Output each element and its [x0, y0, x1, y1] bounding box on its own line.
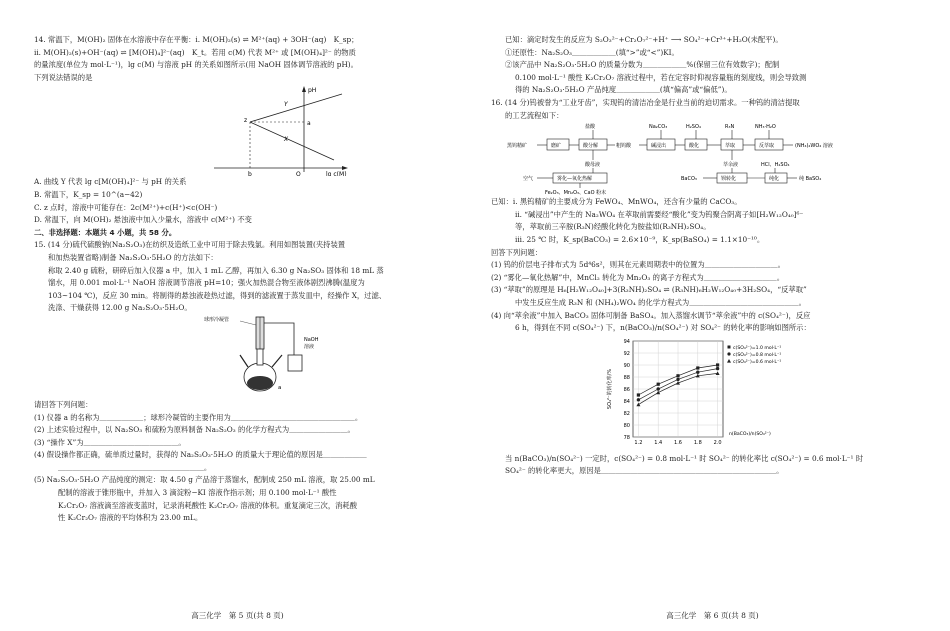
flow-node-strip: 反萃取	[759, 143, 775, 150]
curve-y	[250, 94, 342, 122]
q15-sub4-cont: ＿＿＿＿＿＿＿＿＿＿＿＿＿＿＿＿＿＿＿＿。	[58, 462, 212, 472]
flow-node-extract: 萃取	[725, 143, 736, 150]
q14-line2: ii. M(OH)₂(s)+OH⁻(aq) ⇌ [M(OH)₄]²⁻(aq) K_t。若用 c(M) 代表 M²⁺ 或 [M(OH)₄]²⁻ 的物质	[34, 47, 356, 57]
chart-point-circle	[696, 370, 699, 373]
section2-heading: 二、非选择题：本题共 4 小题，共 58 分。	[34, 227, 177, 237]
chart-ytick-label: 92	[623, 350, 630, 357]
right-page-footer: 高三化学 第 6 页(共 8 页)	[666, 611, 759, 621]
q14-option-b: B. 常温下，K_sp = 10^(a−42)	[34, 189, 143, 199]
q14-line1: 14. 常温下，M(OH)₂ 固体在水溶液中存在平衡：i. M(OH)₂(s) ⇌ M²⁺(aq) + 3OH⁻(aq) K_sp；	[34, 35, 359, 44]
q16-sub2: (2) “雾化—氧化热解”中，MnCl₂ 转化为 Mn₂O₃ 的离子方程式为＿＿＿＿＿＿＿＿＿＿。	[491, 272, 784, 282]
flow-reagent-acids: HCl、H₂SO₄	[761, 162, 790, 169]
chart-point-circle	[716, 367, 719, 370]
flask-label-a: a	[278, 384, 282, 391]
chart-legend-label: c(SO₄²⁻)=1.0 mol·L⁻¹	[733, 345, 782, 351]
flow-node-baso4: 纯 BaSO₄	[799, 176, 822, 183]
chart-xtick-label: 1.4	[654, 439, 663, 446]
flow-node-ba-convert: 钡转化	[721, 176, 737, 183]
q15-sub5-cont1: 配制的溶液于锥形瓶中，并加入 3 滴淀粉−KI 溶液作指示剂；用 0.100 mol·L⁻¹ 酸性	[58, 488, 337, 498]
flow-reagent-r3n: R₃N	[725, 124, 735, 131]
graph-x-label: lg c(M)	[326, 171, 347, 177]
q14-line4: 下列说法错误的是	[34, 72, 93, 82]
q14-option-d: D. 常温下，向 M(OH)₂ 悬浊液中加入少量水，溶液中 c(M²⁺) 不变	[34, 215, 252, 225]
naoh-label: NaOH	[304, 336, 319, 343]
q15-sub1: (1) 仪器 a 的名称为＿＿＿＿＿＿；球形冷凝管的主要作用为＿＿＿＿＿＿＿＿＿＿＿＿＿＿＿＿＿。	[34, 412, 363, 422]
q14-option-c: C. z 点时，溶液中可能存在：2c(M²⁺)+c(H⁺)<c(OH⁻)	[34, 202, 218, 212]
q15-part2-cont2: 得的 Na₂S₂O₃·5H₂O 产品纯度＿＿＿＿＿＿(填“偏高”或“偏低”)。	[515, 85, 732, 95]
conversion-chart	[601, 335, 861, 453]
q15-known: 已知：滴定时发生的反应为 S₂O₃²⁻+Cr₂O₇²⁻+H⁺ ⟶ SO₄²⁻+Cr³⁺+H₂O(未配平)。	[505, 35, 783, 44]
tube-to-naoh	[264, 323, 294, 355]
chart-ytick-label: 94	[623, 338, 630, 345]
q14-graph	[184, 84, 444, 176]
graph-y-label: pH	[308, 87, 317, 95]
flow-node-mother-liquor: 酸母液	[585, 162, 601, 169]
chart-ytick-label: 90	[623, 362, 630, 369]
q15-sub5-cont3: 性 K₂Cr₂O₇ 溶液的平均体积为 23.00 mL。	[58, 513, 203, 523]
curve-x	[250, 122, 334, 160]
chart-legend-label: c(SO₄²⁻)=0.6 mol·L⁻¹	[733, 359, 782, 365]
chart-point-circle	[676, 377, 679, 380]
graph-curve-y-label: Y	[284, 101, 288, 109]
q15-ask: 请回答下列问题：	[34, 399, 93, 409]
flask-neck	[257, 347, 263, 365]
chart-point-square	[696, 366, 699, 369]
flow-node-ore: 黑钨精矿	[507, 143, 528, 150]
chart-x-axis-label: n(BaCO₃)/n(SO₄²⁻)	[729, 431, 771, 437]
naoh-beaker	[288, 355, 302, 371]
flow-node-purify: 纯化	[769, 176, 780, 183]
q16-line2: 的工艺流程如下：	[505, 110, 564, 120]
q15-line5: 103~104 ℃)，反应 30 min。将制得的悬浊液趁热过滤，得到的滤液置于蒸发皿中，经操作 X，过滤、	[48, 290, 387, 300]
flow-node-product: (NH₄)₂WO₄ 溶液	[795, 143, 833, 150]
chart-point-circle	[637, 398, 640, 401]
q15-part2-cont1: 0.100 mol·L⁻¹ 酸性 K₂Cr₂O₇ 溶液过程中，若在定容时仰视容量瓶的刻度线，则会导致测	[515, 72, 807, 82]
chart-legend-marker	[728, 345, 731, 348]
chart-legend-label: c(SO₄²⁻)=0.8 mol·L⁻¹	[733, 352, 782, 358]
q16-known1: 已知：i. 黑钨精矿的主要成分为 FeWO₄、MnWO₄，还含有少量的 CaCO₃。	[491, 197, 742, 207]
q16-sub3-cont: 中发生反应生成 R₃N 和 (NH₄)₂WO₄ 的化学方程式为＿＿＿＿＿＿＿＿＿＿＿＿＿＿＿。	[515, 297, 806, 307]
flow-reagent-hcl: 盐酸	[585, 124, 596, 131]
q16-sub4: (4) 向“萃余液”中加入 BaCO₃ 固体可制备 BaSO₄。加入蒸馏水调节“萃余液”中的 c(SO₄²⁻)，反应	[491, 310, 811, 320]
graph-x-arrow	[342, 166, 348, 170]
q16-sub1: (1) 钨的价层电子排布式为 5d⁴6s²，则其在元素周期表中的位置为＿＿＿＿＿＿＿＿＿＿。	[491, 260, 785, 270]
chart-ytick-label: 88	[623, 374, 630, 381]
chart-xtick-label: 1.2	[634, 439, 643, 446]
flow-node-leach: 碱浸出	[651, 143, 667, 150]
chart-ytick-label: 84	[623, 398, 630, 405]
naoh-label-2: 溶液	[304, 343, 315, 350]
q15-sub4: (4) 假设操作都正确，硫单质过量时，获得的 Na₂S₂O₃·5H₂O 的质量大于理论值的原因是＿＿＿＿＿＿	[34, 450, 367, 460]
q16-sub4-reason: SO₄²⁻ 的转化率更大，原因是＿＿＿＿＿＿＿＿＿＿＿＿＿＿＿＿＿＿＿＿＿＿＿＿。	[505, 466, 784, 476]
chart-xtick-label: 1.6	[674, 439, 682, 446]
chart-point-square	[657, 382, 660, 385]
chart-y-axis-label: SO₄²⁻的转化率/%	[607, 368, 613, 409]
chart-legend-marker	[727, 352, 730, 355]
q15-sub3: (3) “操作 X”为＿＿＿＿＿＿＿＿＿＿＿＿＿。	[34, 437, 186, 447]
chart-legend-marker	[727, 359, 731, 363]
flow-node-raffinate: 萃余液	[723, 162, 739, 169]
flow-node-powder: Fe₂O₃、Mn₂O₃、CaO 粉末	[545, 190, 607, 197]
q15-line2: 和加热装置省略)制备 Na₂S₂O₃·5H₂O 的方法如下：	[48, 252, 218, 262]
chart-ytick-label: 78	[623, 434, 630, 441]
q15-part2: ②该产品中 Na₂S₂O₃·5H₂O 的质量分数为＿＿＿＿＿＿%(保留三位有效数字)；配制	[505, 60, 780, 70]
q16-known2-cont: 等，萃取前三辛胺(R₃N)经酸化转化为胺盐如(R₃NH)₂SO₄。	[515, 222, 711, 232]
q15-line1: 15. (14 分)硫代硫酸钠(Na₂S₂O₃)在纺织及造纸工业中可用于除去残氯。利用如图装置(夹持装置	[34, 240, 346, 250]
flask-side-neck-right	[272, 355, 282, 367]
q16-sub3: (3) “萃取”的原理是 H₆[H₂W₁₂O₄₀]+3(R₃NH)₂SO₄ ⇌ (R₃NH)₆H₂W₁₂O₄₀+3H₂SO₄，“反萃取”	[491, 285, 807, 295]
flow-node-spray: 雾化—氧化热解	[557, 176, 593, 183]
chart-point-circle	[657, 387, 660, 390]
q16-ask: 回答下列问题：	[491, 247, 543, 257]
chart-ytick-label: 80	[623, 422, 630, 429]
flow-node-crude: 粗钨酸	[616, 143, 632, 150]
graph-point-b: b	[248, 171, 252, 177]
q15-apparatus	[204, 315, 404, 399]
flask-liquid	[247, 376, 273, 390]
q15-line6: 洗涤、干燥获得 12.00 g Na₂S₂O₃·5H₂O。	[48, 303, 192, 313]
graph-curve-x-label: X	[284, 136, 289, 144]
chart-point-square	[716, 363, 719, 366]
graph-point-z: z	[244, 117, 248, 125]
q14-line3: 的量浓度(单位为 mol·L⁻¹)，lg c(M) 与溶液 pH 的关系如图所示(用 NaOH 固体调节溶液的 pH)。	[34, 60, 358, 70]
flow-reagent-nh3: NH₃·H₂O	[755, 124, 776, 131]
q16-sub4-cont: 6 h，得到在不同 c(SO₄²⁻) 下，n(BaCO₃)/n(SO₄²⁻) 对 SO₄²⁻ 的转化率的影响如图所示：	[515, 323, 811, 333]
q14-option-a: A. 曲线 Y 代表 lg c[M(OH)₄]²⁻ 与 pH 的关系	[34, 177, 187, 187]
q15-sub5-cont2: K₂Cr₂O₇ 溶液滴至溶液变蓝时，记录消耗酸性 K₂Cr₂O₇ 溶液的体积。重复滴定三次，消耗酸	[58, 500, 358, 510]
flow-node-acidify: 酸化	[689, 143, 700, 150]
flow-node-acid-decomp: 酸分解	[583, 143, 599, 150]
flow-node-grind: 磨矿	[551, 143, 562, 150]
q15-line4: 馏水，用 0.001 mol·L⁻¹ NaOH 溶液调节溶液 pH=10；强火加热混合物至液体剧烈沸腾(温度为	[48, 278, 365, 288]
flask-side-neck-left	[240, 355, 248, 367]
label-line-condenser	[240, 321, 256, 325]
chart-ytick-label: 86	[623, 386, 630, 393]
left-page-footer: 高三化学 第 5 页(共 8 页)	[191, 611, 284, 621]
q16-line1: 16. (14 分)钨被誉为“工业牙齿”，实现钨的清洁冶金是行业当前的迫切需求。一种钨的清洁提取	[491, 97, 800, 107]
q16-known3: iii. 25 ℃ 时，K_sp(BaCO₃) = 2.6×10⁻⁹，K_sp(BaSO₄) = 1.1×10⁻¹⁰。	[515, 234, 765, 244]
q15-sub5: (5) Na₂S₂O₃·5H₂O 产品纯度的测定：取 4.50 g 产品溶于蒸馏水，配制成 250 mL 溶液，取 25.00 mL	[34, 475, 375, 485]
flow-reagent-na2co3: Na₂CO₃	[649, 124, 668, 131]
chart-xtick-label: 2.0	[713, 439, 722, 446]
process-flowchart	[505, 122, 925, 196]
right-page	[475, 0, 950, 631]
chart-point-square	[676, 374, 679, 377]
q15-sub2: (2) 上述实验过程中，以 Na₂SO₃ 和硫粉为原料制备 Na₂S₂O₃ 的化学方程式为＿＿＿＿＿＿＿＿。	[34, 425, 355, 435]
flow-node-air: 空气	[523, 176, 534, 183]
flow-node-baco3: BaCO₃	[681, 176, 697, 183]
graph-y-arrow	[302, 86, 306, 92]
q16-sub4-when: 当 n(BaCO₃)/n(SO₄²⁻) 一定时，c(SO₄²⁻) = 0.8 mol·L⁻¹ 时 SO₄²⁻ 的转化率比 c(SO₄²⁻) = 0.6 mol·L⁻¹ 时	[505, 453, 864, 463]
q15-line3: 称取 2.40 g 硫粉，研碎后加入仪器 a 中，加入 1 mL 乙醇，再加入 6.30 g Na₂SO₃ 固体和 18 mL 蒸	[48, 265, 384, 275]
condenser-label: 球形冷凝管	[204, 316, 230, 323]
graph-point-a: a	[307, 120, 311, 128]
flow-reagent-h2so4: H₂SO₄	[686, 124, 701, 131]
q15-part1: ①还原性：Na₂S₂O₃＿＿＿＿＿＿(填“>”或“<”)KI。	[505, 47, 679, 57]
chart-point-square	[637, 393, 640, 396]
chart-ytick-label: 82	[623, 410, 630, 417]
q16-known2: ii. “碱浸出”中产生的 Na₂WO₄ 在萃取前需要经“酸化”变为钨聚合阴离子如[H₂W₁₂O₄₀]⁶⁻	[515, 209, 804, 219]
chart-xtick-label: 1.8	[693, 439, 702, 446]
graph-origin: O	[296, 171, 301, 177]
